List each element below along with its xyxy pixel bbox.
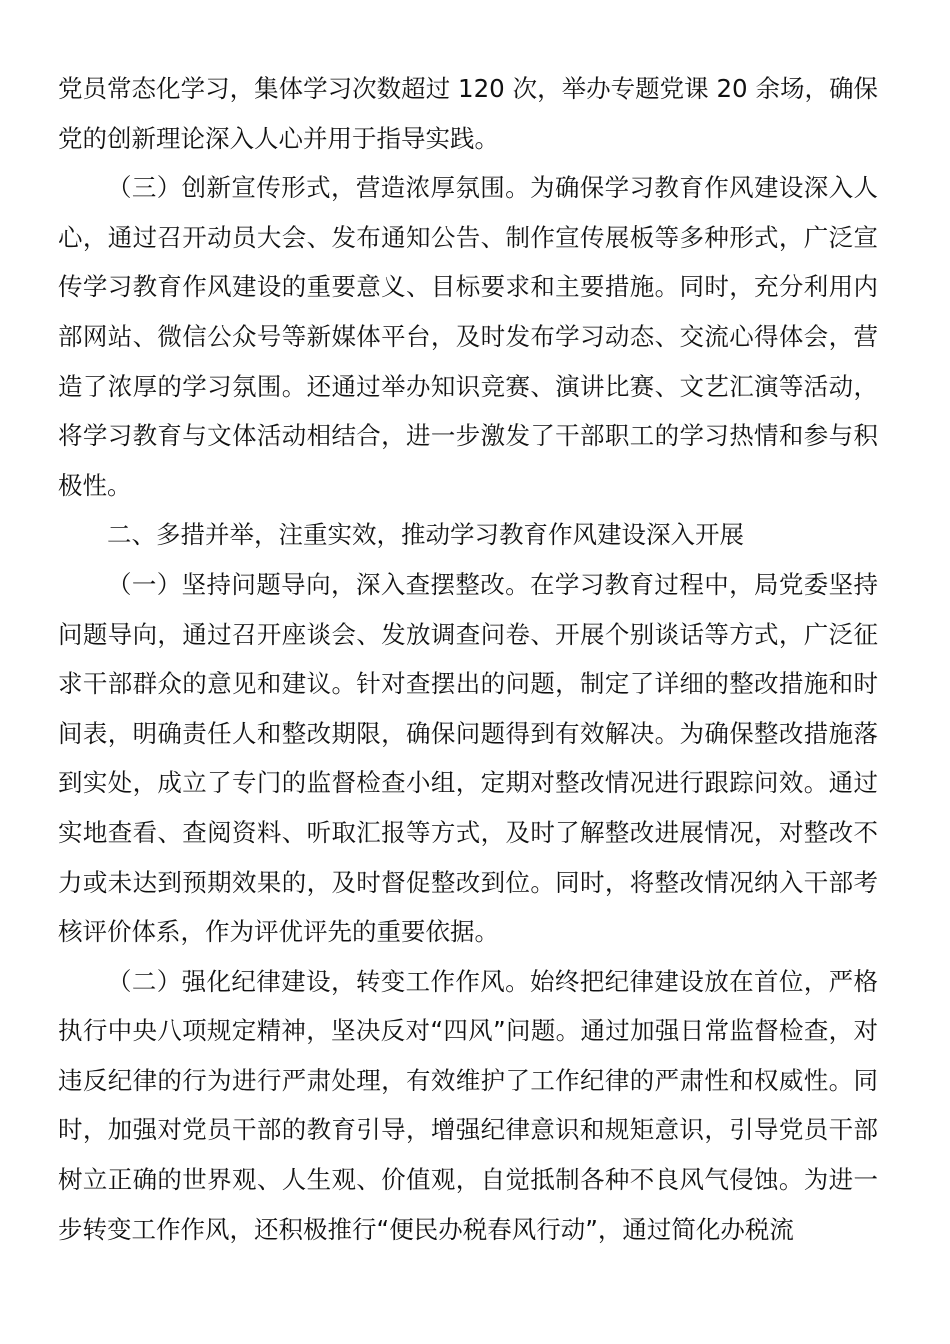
paragraph-subsection-1-problem-rectification: （一）坚持问题导向，深入查摆整改。在学习教育过程中，局党委坚持问题导向，通过召开座谈会、发放调查问卷、开展个别谈话等方式，广泛征求干部群众的意见和建议。针对查摆出的问题，制定了详细的整改措施和时间表，明确责任人和整改期限，确保问题得到有效解决。为确保整改措施落到实处，成立了专门的监督检查小组，定期对整改情况进行跟踪问效。通过实地查看、查阅资料、听取汇报等方式，及时了解整改进展情况，对整改不力或未达到预期效果的，及时督促整改到位。同时，将整改情况纳入干部考核评价体系，作为评优评先的重要依据。	[58, 569, 878, 947]
paragraph-section-3-publicity: （三）创新宣传形式，营造浓厚氛围。为确保学习教育作风建设深入人心，通过召开动员大会、发布通知公告、制作宣传展板等多种形式，广泛宣传学习教育作风建设的重要意义、目标要求和主要措施。同时，充分利用内部网站、微信公众号等新媒体平台，及时发布学习动态、交流心得体会，营造了浓厚的学习氛围。还通过举办知识竞赛、演讲比赛、文艺汇演等活动，将学习教育与文体活动相结合，进一步激发了干部职工的学习热情和参与积极性。	[58, 173, 878, 500]
document-body	[58, 64, 878, 1254]
paragraph-continuation: 党员常态化学习，集体学习次数超过 120 次，举办专题党课 20 余场，确保党的创新理论深入人心并用于指导实践。	[58, 74, 878, 153]
paragraph-subsection-2-discipline: （二）强化纪律建设，转变工作作风。始终把纪律建设放在首位，严格执行中央八项规定精神，坚决反对“四风”问题。通过加强日常监督检查，对违反纪律的行为进行严肃处理，有效维护了工作纪律的严肃性和权威性。同时，加强对党员干部的教育引导，增强纪律意识和规矩意识，引导党员干部树立正确的世界观、人生观、价值观，自觉抵制各种不良风气侵蚀。为进一步转变工作作风，还积极推行“便民办税春风行动”，通过简化办税流	[58, 966, 878, 1244]
section-heading-2: 二、多措并举，注重实效，推动学习教育作风建设深入开展	[107, 520, 744, 550]
